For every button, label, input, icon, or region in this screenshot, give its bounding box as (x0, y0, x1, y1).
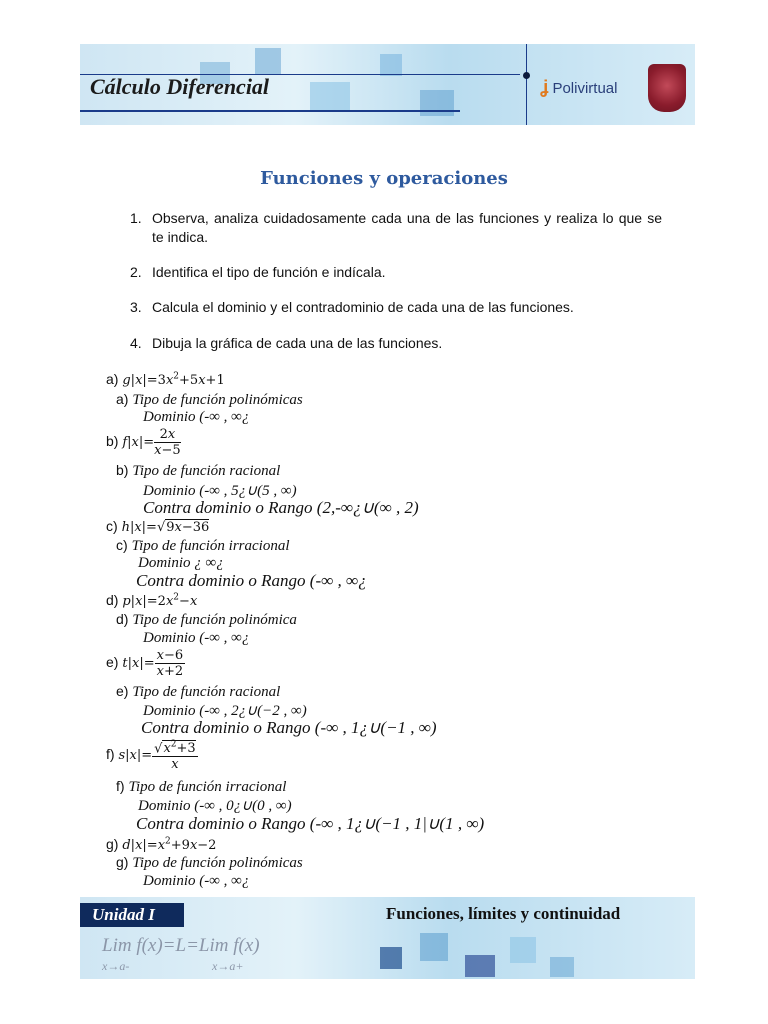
page-title: Funciones y operaciones (260, 168, 508, 189)
header-banner (80, 44, 695, 125)
ipn-seal-logo (648, 64, 686, 112)
limit-formula: Lim f(x)=L=Lim f(x) (102, 935, 260, 956)
instruction-item: 1. Observa, analiza cuidadosamente cada una de las funciones y realiza lo que se te indica. (130, 210, 662, 245)
unit-topic: Funciones, límites y continuidad (386, 904, 621, 923)
exercise-b-range: Contra dominio o Rango (2,-∞¿∪(∞ , 2) (143, 498, 419, 517)
exercise-c-domain: Dominio ¿ ∞¿ (138, 555, 224, 571)
exercise-b-domain: Dominio (-∞ , 5¿∪(5 , ∞) (143, 483, 297, 499)
instruction-item: 3. Calcula el dominio y el contradominio de cada una de las funciones. (130, 299, 574, 315)
instruction-item: 2. Identifica el tipo de función e indícala. (130, 264, 386, 280)
exercise-a-function: a) $g|x|=3x^2+5x+1$ (106, 371, 225, 388)
exercise-a-domain: Dominio (-∞ , ∞¿ (143, 409, 250, 425)
banner-title: Cálculo Diferencial (90, 74, 270, 99)
polivirtual-logo: ʝ Polivirtual (540, 77, 618, 97)
exercise-g-type: g) Tipo de función polinómicas (116, 854, 303, 871)
exercise-g-domain: Dominio (-∞ , ∞¿ (143, 873, 250, 889)
limit-left-sub: x→a- (102, 959, 130, 973)
exercise-g-function: g) $d|x|=x^2+9x-2$ (106, 836, 217, 853)
exercise-c-type: c) Tipo de función irracional (116, 537, 290, 554)
exercise-c-range: Contra dominio o Rango (-∞ , ∞¿ (136, 571, 367, 590)
exercise-b-type: b) Tipo de función racional (116, 462, 281, 479)
exercise-d-type: d) Tipo de función polinómica (116, 611, 297, 628)
exercise-e-function: e) t|x|= $\frac{x-6}{x+2}$ (106, 648, 184, 679)
exercise-e-type: e) Tipo de función racional (116, 683, 281, 700)
unit-label: Unidad I (80, 903, 184, 927)
exercise-e-range: Contra dominio o Rango (-∞ , 1¿∪(−1 , ∞) (141, 718, 437, 737)
instruction-item: 4. Dibuja la gráfica de cada una de las funciones. (130, 335, 443, 351)
exercise-f-function: f) s|x|= $\frac{√x^2+3}{x}$ (106, 740, 196, 773)
exercise-d-function: d) $p|x|=2x^2-x$ (106, 592, 198, 609)
limit-right-sub: x→a+ (212, 959, 244, 973)
exercise-f-domain: Dominio (-∞ , 0¿∪(0 , ∞) (138, 798, 292, 814)
exercise-f-range: Contra dominio o Rango (-∞ , 1¿∪(−1 , 1|∪(1 , ∞) (136, 814, 485, 833)
exercise-c-function: c) h|x|=√9x−36 (106, 518, 210, 535)
exercise-b-function: b) f|x|= $\frac{2x}{x-5}$ (106, 427, 181, 458)
exercise-e-domain: Dominio (-∞ , 2¿∪(−2 , ∞) (143, 703, 307, 719)
footer-banner (80, 897, 695, 979)
exercise-d-domain: Dominio (-∞ , ∞¿ (143, 630, 250, 646)
exercise-a-type: a) Tipo de función polinómicas (116, 391, 303, 408)
exercise-f-type: f) Tipo de función irracional (116, 778, 287, 795)
